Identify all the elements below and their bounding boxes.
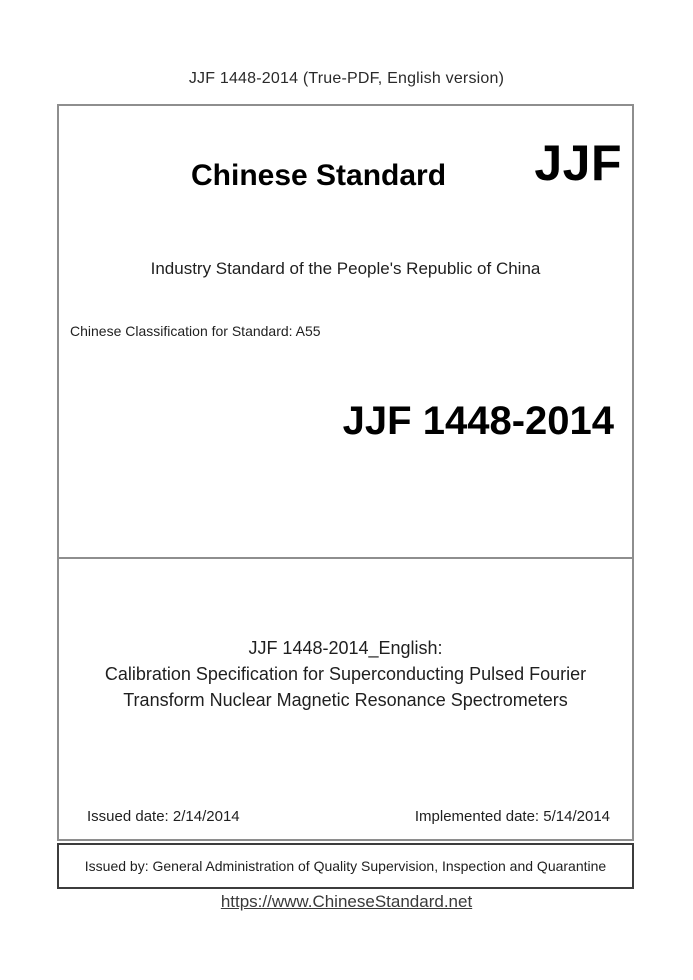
classification-label: Chinese Classification for Standard: A55 — [70, 323, 321, 339]
issuer-box — [57, 843, 634, 889]
dates-row — [87, 808, 610, 825]
footer — [0, 892, 693, 912]
chinesestandard-link[interactable]: https://www.ChineseStandard.net — [220, 892, 473, 911]
cover-top-section — [59, 106, 632, 559]
cover-outer-box — [57, 104, 634, 841]
cover-bottom-section — [59, 561, 632, 839]
industry-standard-subtitle: Industry Standard of the People's Republic of China — [150, 259, 541, 278]
brand-title: Chinese Standard — [191, 159, 447, 192]
jjf-logo-text: JJF — [534, 135, 622, 191]
document-header-caption: JJF 1448-2014 (True-PDF, English version) — [188, 70, 505, 87]
issued-by-label: Issued by: General Administration of Quality Supervision, Inspection and Quarantine — [84, 858, 607, 874]
implemented-date-label: Implemented date: 5/14/2014 — [414, 808, 610, 825]
standard-title-line-2: Calibration Specification for Superconducting Pulsed Fourier — [104, 664, 587, 684]
standard-title-line-1: JJF 1448-2014_English: — [248, 638, 443, 658]
standard-number: JJF 1448-2014 — [342, 399, 614, 443]
standard-title-block — [59, 635, 632, 713]
issued-date-label: Issued date: 2/14/2014 — [87, 808, 240, 825]
standard-title-line-3: Transform Nuclear Magnetic Resonance Spectrometers — [123, 690, 568, 710]
